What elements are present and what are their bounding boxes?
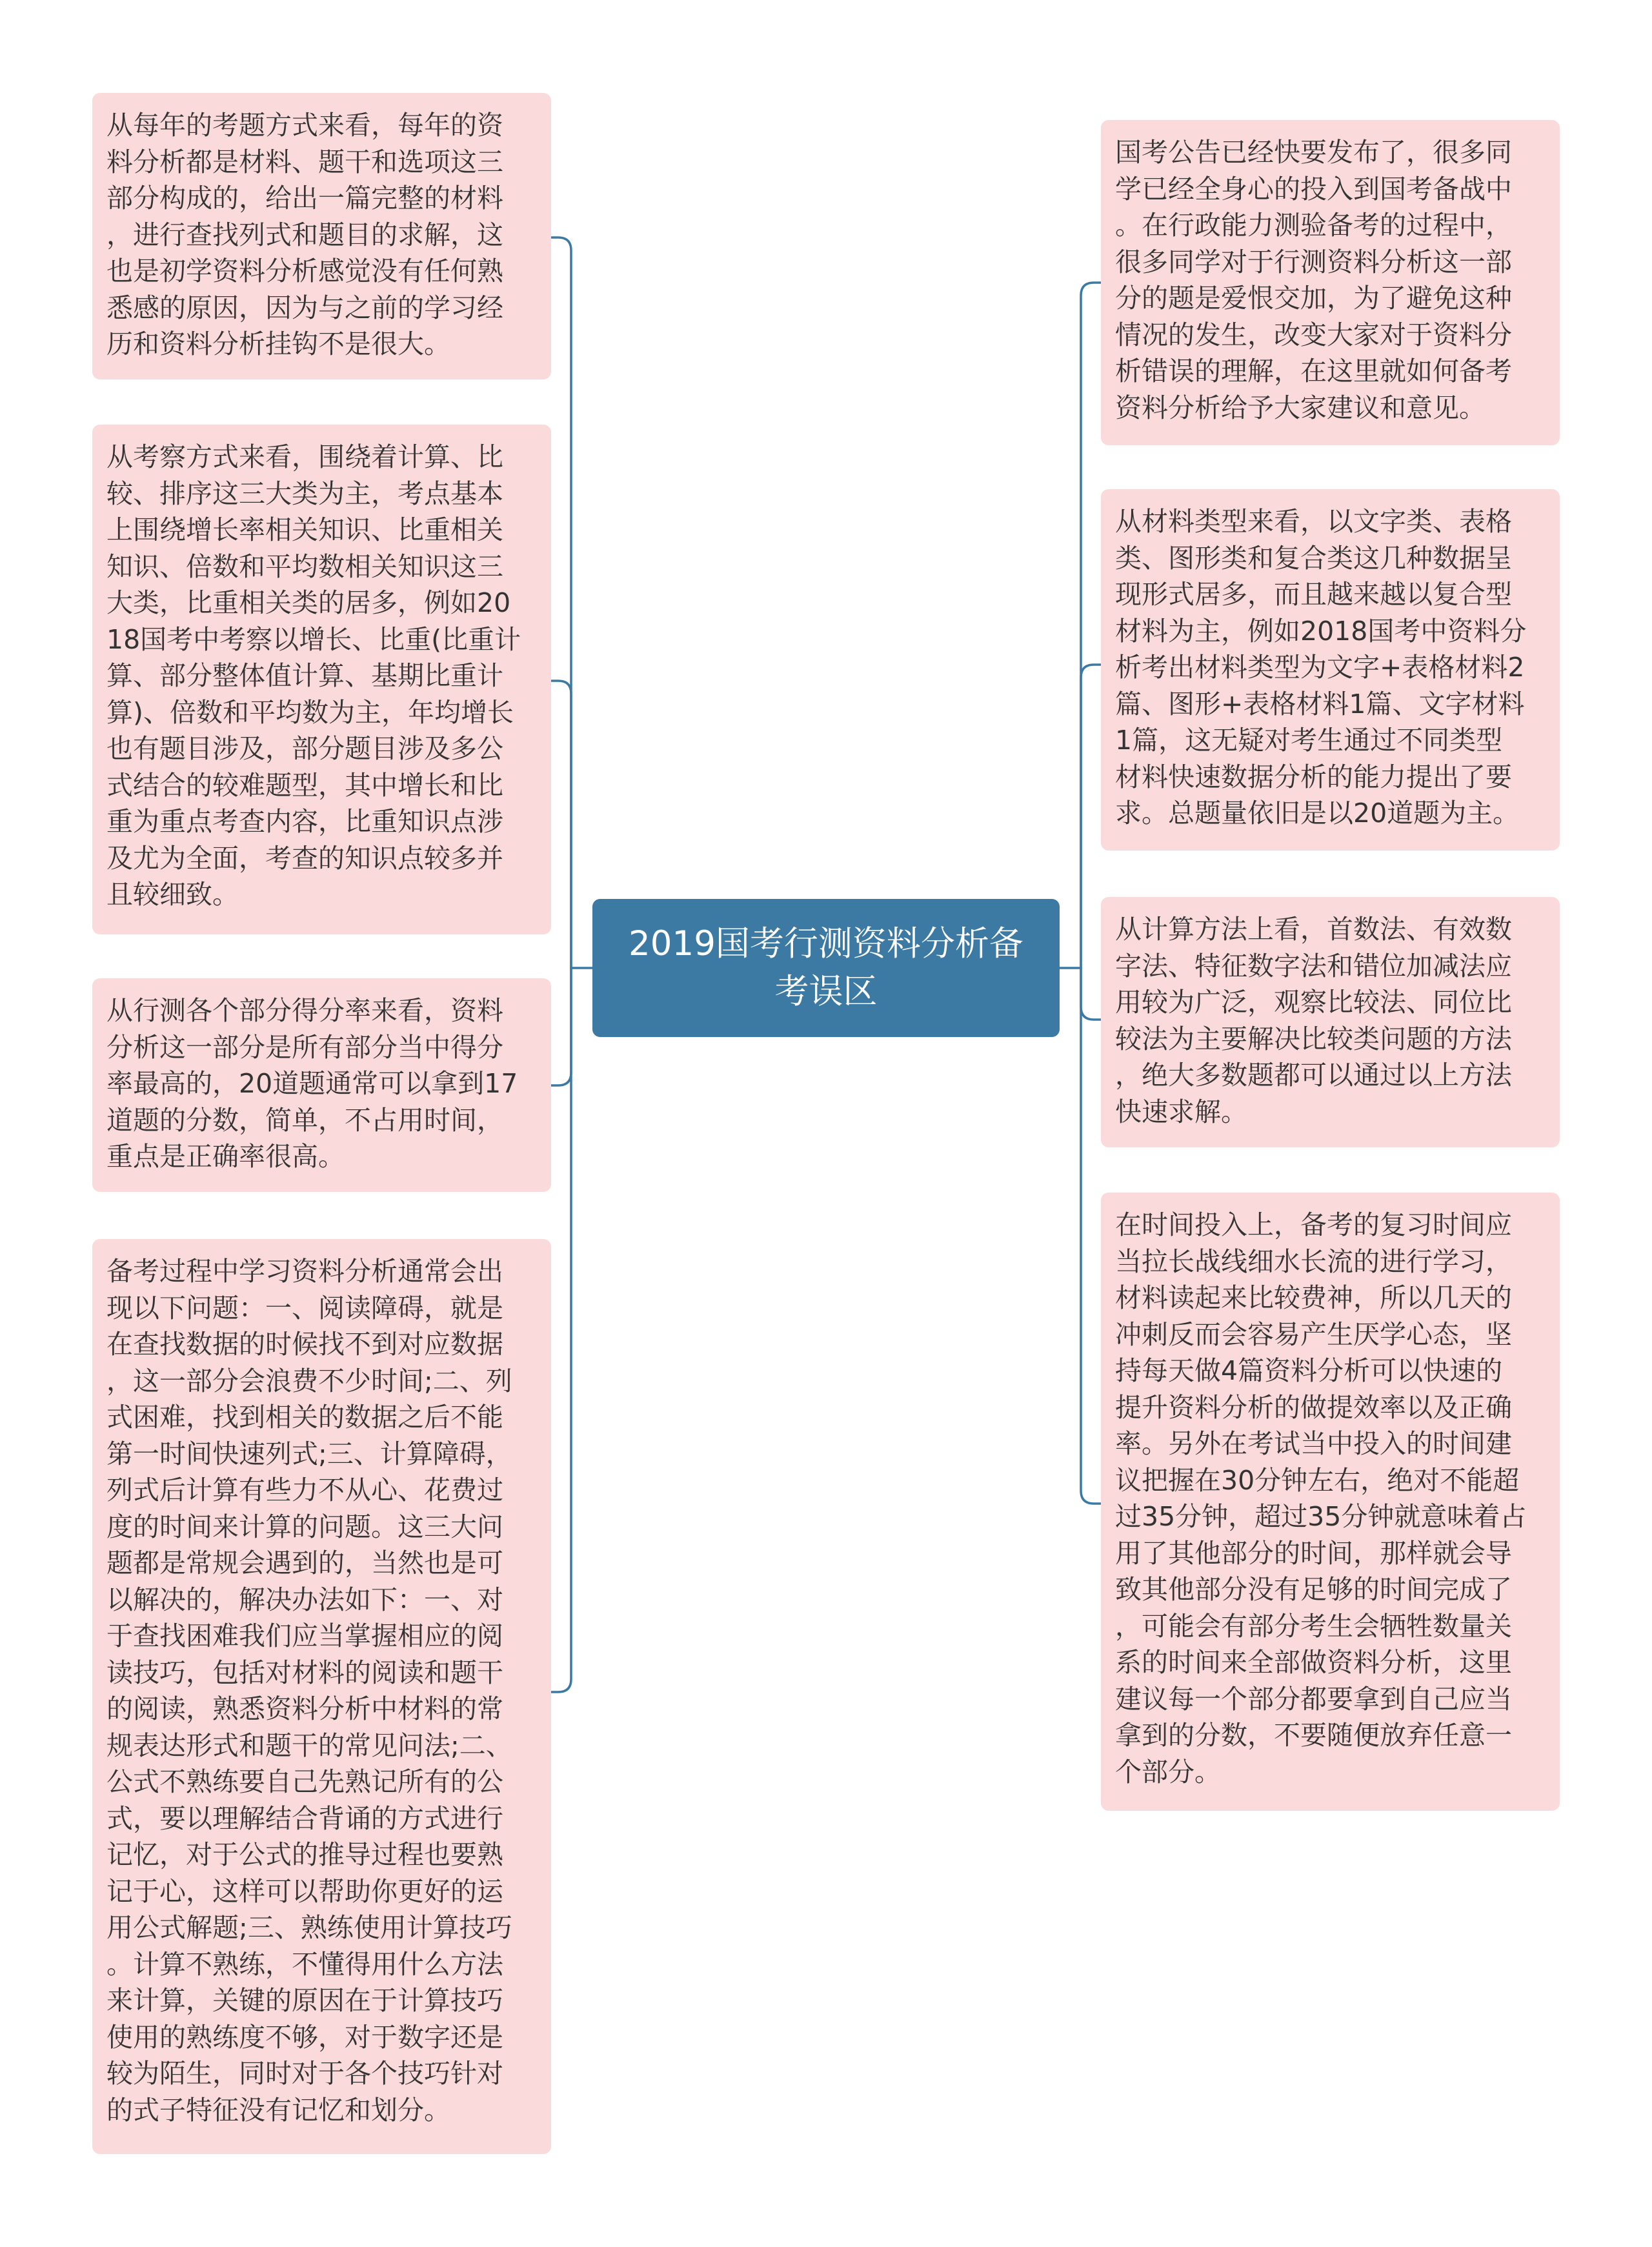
connector-right-2 <box>1081 665 1101 968</box>
connector-right-4 <box>1081 968 1101 1504</box>
connector-left-2 <box>551 681 571 968</box>
connector-right-3 <box>1081 968 1101 1020</box>
left-topic-4[interactable]: 备考过程中学习资料分析通常会出 现以下问题：一、阅读障碍，就是 在查找数据的时候找不到对应数据 ，这一部分会浪费不少时间;二、列 式困难，找到相关的数据之后不能 第一时间快速列式;三、计算障碍， 列式后计算有些力不从心、花费过 度的时间来计算的问题。这三大问 题都是常规会遇到的，当然也是可 以解决的，解决办法如下：一、对 于查找困难我们应当掌握相应的阅 读技巧，包括对材料的阅读和题干 的阅读，熟悉资料分析中材料的常 规表达形式和题干的常见问法;二、 公式不熟练要自己先熟记所有的公 式，要以理解结合背诵的方式进行 记忆，对于公式的推导过程也要熟 记于心，这样可以帮助你更好的运 用公式解题;三、熟练使用计算技巧 。计算不熟练，不懂得用什么方法 来计算，关键的原因在于计算技巧 使用的熟练度不够，对于数字还是 较为陌生，同时对于各个技巧针对 的式子特征没有记忆和划分。 <box>92 1239 551 2154</box>
left-topic-2[interactable]: 从考察方式来看，围绕着计算、比 较、排序这三大类为主，考点基本 上围绕增长率相关知识、比重相关 知识、倍数和平均数相关知识这三 大类，比重相关类的居多，例如20 18国考中考察以增长、比重(比重计 算、部分整体值计算、基期比重计 算)、倍数和平均数为主，年均增长 也有题目涉及，部分题目涉及多公 式结合的较难题型，其中增长和比 重为重点考查内容，比重知识点涉 及尤为全面，考查的知识点较多并 且较细致。 <box>92 425 551 934</box>
right-topic-2[interactable]: 从材料类型来看，以文字类、表格 类、图形类和复合类这几种数据呈 现形式居多，而且越来越以复合型 材料为主，例如2018国考中资料分 析考出材料类型为文字+表格材料2 篇、图形+表格材料1篇、文字材料 1篇，这无疑对考生通过不同类型 材料快速数据分析的能力提出了要 求。总题量依旧是以20道题为主。 <box>1101 489 1560 851</box>
right-topic-1[interactable]: 国考公告已经快要发布了，很多同 学已经全身心的投入到国考备战中 。在行政能力测验备考的过程中， 很多同学对于行测资料分析这一部 分的题是爱恨交加，为了避免这种 情况的发生，改变大家对于资料分 析错误的理解，在这里就如何备考 资料分析给予大家建议和意见。 <box>1101 120 1560 445</box>
right-topic-4[interactable]: 在时间投入上，备考的复习时间应 当拉长战线细水长流的进行学习， 材料读起来比较费神，所以几天的 冲刺反而会容易产生厌学心态，坚 持每天做4篇资料分析可以快速的 提升资料分析的做提效率以及正确 率。另外在考试当中投入的时间建 议把握在30分钟左右，绝对不能超 过35分钟，超过35分钟就意味着占 用了其他部分的时间，那样就会导 致其他部分没有足够的时间完成了 ，可能会有部分考生会牺牲数量关 系的时间来全部做资料分析，这里 建议每一个部分都要拿到自己应当 拿到的分数，不要随便放弃任意一 个部分。 <box>1101 1193 1560 1811</box>
connector-left-1 <box>551 237 571 968</box>
connector-right-1 <box>1081 283 1101 968</box>
right-topic-3[interactable]: 从计算方法上看，首数法、有效数 字法、特征数字法和错位加减法应 用较为广泛，观察比较法、同位比 较法为主要解决比较类问题的方法 ，绝大多数题都可以通过以上方法 快速求解。 <box>1101 897 1560 1147</box>
connector-left-3 <box>551 968 571 1085</box>
left-topic-1[interactable]: 从每年的考题方式来看，每年的资 料分析都是材料、题干和选项这三 部分构成的，给出一篇完整的材料 ，进行查找列式和题目的求解，这 也是初学资料分析感觉没有任何熟 悉感的原因，因为与之前的学习经 历和资料分析挂钩不是很大。 <box>92 93 551 379</box>
left-topic-3[interactable]: 从行测各个部分得分率来看，资料 分析这一部分是所有部分当中得分 率最高的，20道题通常可以拿到17 道题的分数，简单，不占用时间， 重点是正确率很高。 <box>92 978 551 1192</box>
connector-left-4 <box>551 968 571 1692</box>
center-topic[interactable]: 2019国考行测资料分析备 考误区 <box>592 899 1060 1037</box>
